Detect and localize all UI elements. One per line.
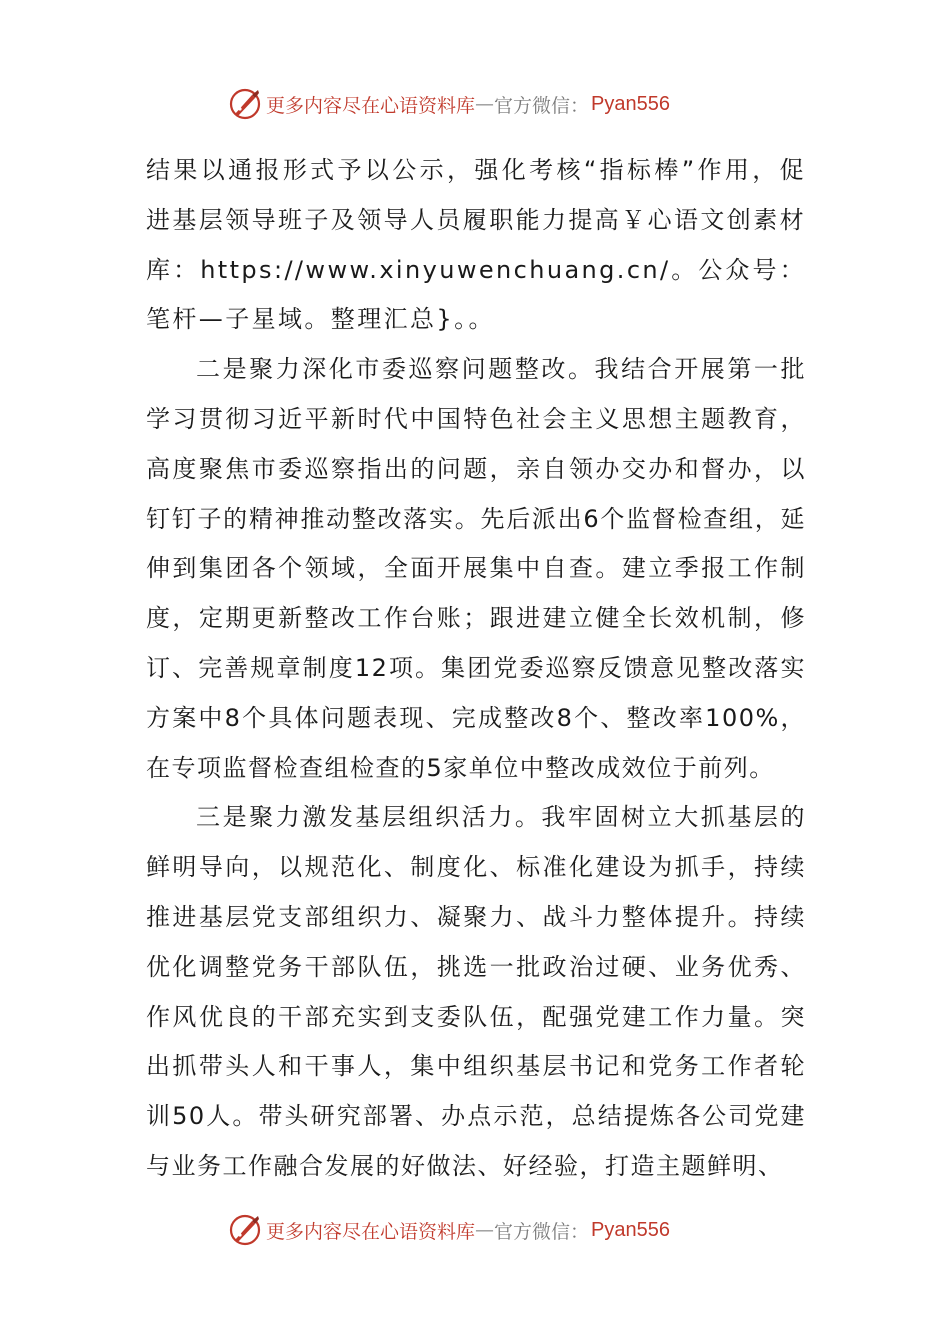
watermark-main-text: 更多内容尽在心语资料库 — [266, 94, 476, 117]
paragraph-continuation: 结果以通报形式予以公示，强化考核“指标棒”作用，促进基层领导班子及领导人员履职能力提高￥心语文创素材库：https://www.xinyuwenchuang.cn/。公众号：笔杆—子星域。整理汇总}。。 — [146, 156, 806, 334]
watermark-wechat-label: 官方微信： — [494, 94, 590, 117]
watermark-wechat-id: Pyan556 — [591, 1218, 670, 1241]
watermark-wechat-id: Pyan556 — [591, 92, 670, 115]
paragraph-rectification: 二是聚力深化市委巡察问题整改。我结合开展第一批学习贯彻习近平新时代中国特色社会主义思想主题教育，高度聚焦市委巡察指出的问题，亲自领办交办和督办，以钉钉子的精神推动整改落实。先后派出6个监督检查组，延伸到集团各个领域，全面开展集中自查。建立季报工作制度，定期更新整改工作台账；跟进建立健全长效机制，修订、完善规章制度12项。集团党委巡察反馈意见整改落实方案中8个具体问题表现、完成整改8个、整改率100%，在专项监督检查组检查的5家单位中整改成效位于前列。 — [146, 355, 806, 782]
watermark-separator: — — [475, 1219, 495, 1241]
header-watermark — [228, 84, 748, 124]
document-body — [146, 146, 806, 1192]
quill-pen-logo-icon — [228, 1213, 262, 1247]
watermark-separator: — — [475, 93, 495, 115]
watermark-wechat-label: 官方微信： — [494, 1220, 590, 1243]
paragraph-grassroots: 三是聚力激发基层组织活力。我牢固树立大抓基层的鲜明导向，以规范化、制度化、标准化建设为抓手，持续推进基层党支部组织力、凝聚力、战斗力整体提升。持续优化调整党务干部队伍，挑选一批政治过硬、业务优秀、作风优良的干部充实到支委队伍，配强党建工作力量。突出抓带头人和干事人，集中组织基层书记和党务工作者轮训50人。带头研究部署、办点示范，总结提炼各公司党建与业务工作融合发展的好做法、好经验，打造主题鲜明、 — [146, 803, 806, 1180]
watermark-main-text: 更多内容尽在心语资料库 — [266, 1220, 476, 1243]
quill-pen-logo-icon — [228, 87, 262, 121]
footer-watermark — [228, 1210, 748, 1250]
